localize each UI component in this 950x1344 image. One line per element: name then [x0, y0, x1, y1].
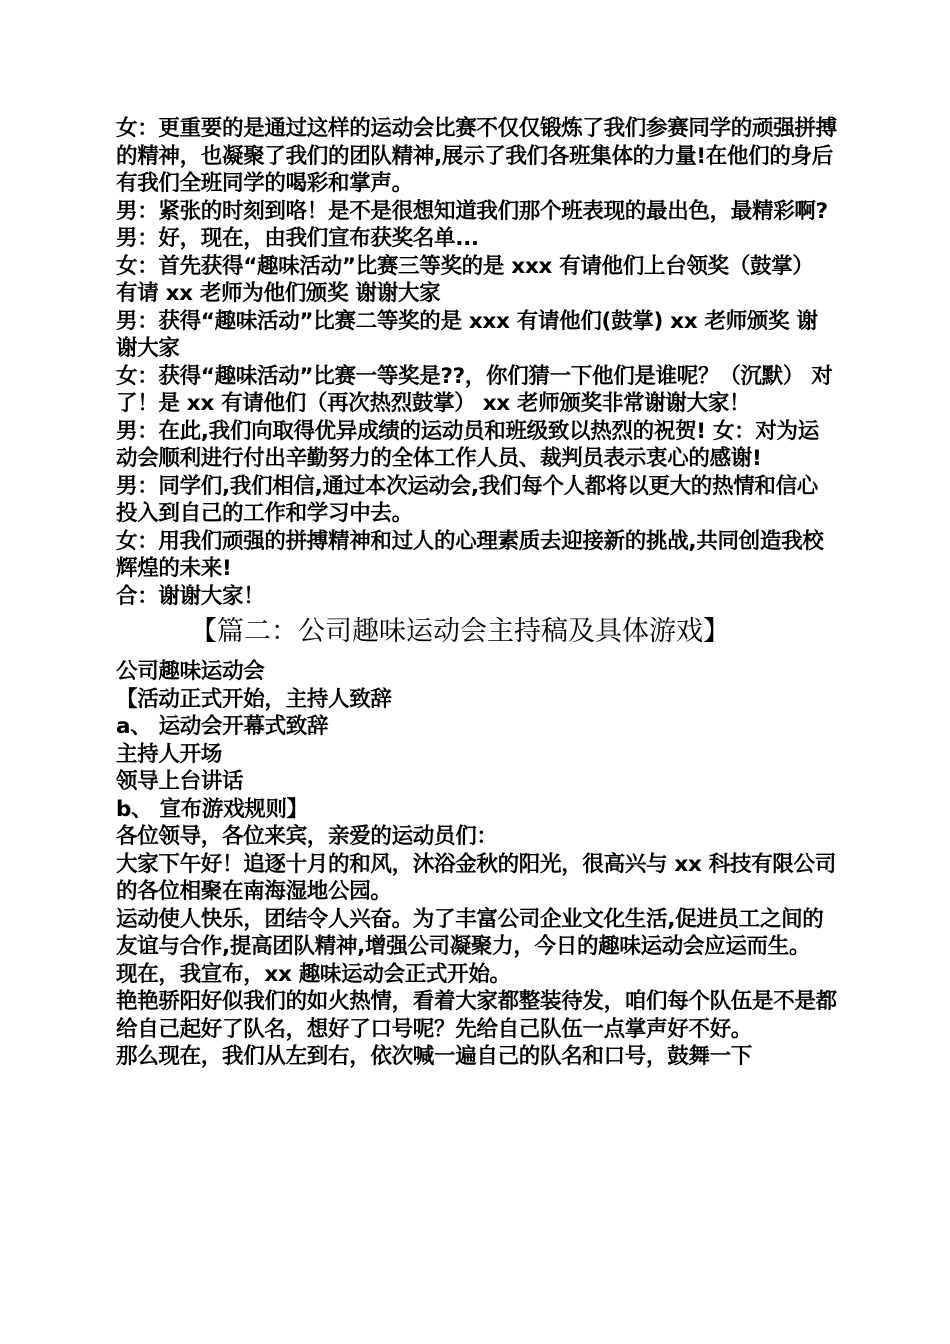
dialogue-paragraph: 女：用我们顽强的拼搏精神和过人的心理素质去迎接新的挑战,共同创造我校辉煌的未来!: [116, 528, 824, 581]
section-paragraph: 主持人开场: [116, 741, 223, 767]
section-paragraph: 运动使人快乐，团结令人兴奋。为了丰富公司企业文化生活,促进员工之间的友谊与合作,提高团队精神,增强公司凝聚力，今日的趣味运动会应运而生。: [116, 906, 824, 959]
section-paragraph: 现在，我宣布，xx 趣味运动会正式开始。: [116, 961, 511, 987]
dialogue-paragraph: 男：紧张的时刻到咯！是不是很想知道我们那个班表现的最出色，最精彩啊?: [116, 198, 828, 224]
dialogue-paragraph: 女：更重要的是通过这样的运动会比赛不仅仅锻炼了我们参赛同学的顽强拼搏的精神，也凝聚了我们的团队精神,展示了我们各班集体的力量!在他们的身后有我们全班同学的喝彩和掌声。: [116, 116, 837, 196]
dialogue-paragraph: 男：获得“趣味活动”比赛二等奖的是 xxx 有请他们(鼓掌) xx 老师颁奖 谢谢大家: [116, 308, 818, 361]
section-paragraph: a、 运动会开幕式致辞: [116, 714, 329, 739]
section-paragraph: b、 宣布游戏规则】: [116, 796, 308, 822]
section-paragraph: 艳艳骄阳好似我们的如火热情，看着大家都整装待发，咱们每个队伍是不是都给自己起好了队名，想好了口号呢？先给自己队伍一点掌声好不好。: [116, 989, 837, 1042]
section-paragraph: 【活动正式开始，主持人致辞: [116, 686, 392, 712]
section-paragraph: 大家下午好！追逐十月的和风，沐浴金秋的阳光，很高兴与 xx 科技有限公司的各位相聚在南海湿地公园。: [116, 851, 836, 904]
dialogue-paragraph: 合：谢谢大家！: [116, 583, 265, 609]
dialogue-paragraph: 男：在此,我们向取得优异成绩的运动员和班级致以热烈的祝贺! 女：对为运动会顺利进行付出辛勤努力的全体工作人员、裁判员表示衷心的感谢!: [116, 418, 819, 471]
section-paragraph: 各位领导，各位来宾，亲爱的运动员们：: [116, 824, 498, 849]
section-paragraph: 领导上台讲话: [116, 769, 244, 794]
dialogue-paragraph: 男：好，现在，由我们宣布获奖名单...: [116, 226, 479, 251]
document-page: [116, 115, 838, 1071]
dialogue-paragraph: 女：首先获得“趣味活动”比赛三等奖的是 xxx 有请他们上台领奖（鼓掌） 有请 xx 老师为他们颁奖 谢谢大家: [116, 253, 814, 306]
dialogue-paragraph: 男：同学们,我们相信,通过本次运动会,我们每个人都将以更大的热情和信心投入到自己的工作和学习中去。: [116, 473, 819, 526]
section-paragraph: 公司趣味运动会: [116, 659, 265, 684]
section-heading: 【篇二：公司趣味运动会主持稿及具体游戏】: [190, 616, 730, 647]
section-paragraph: 那么现在，我们从左到右，依次喊一遍自己的队名和口号，鼓舞一下: [116, 1044, 753, 1069]
dialogue-paragraph: 女：获得“趣味活动”比赛一等奖是??，你们猜一下他们是谁呢？（沉默） 对了！是 xx 有请他们（再次热烈鼓掌） xx 老师颁奖非常谢谢大家！: [116, 363, 833, 416]
